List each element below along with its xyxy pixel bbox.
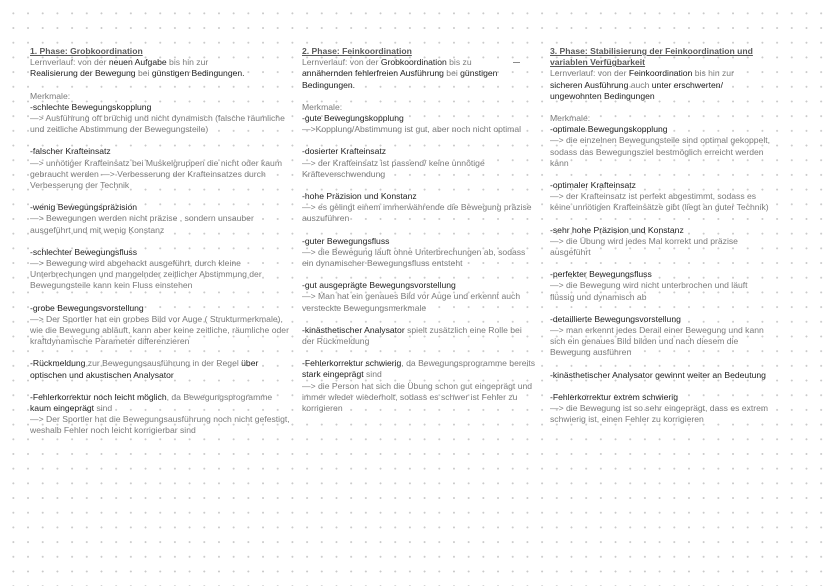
rueck-highlight: über optischen und akustischen Analysator [30,358,259,380]
fehler-text: sind [94,403,113,414]
item-body: —> man erkennt jedes Derail einer Bewegung und kann sich ein genaues Bild bilden und nach diesem die Bewegung ausführen [550,325,764,358]
item-body: —> Bewegung wird abgehackt ausgeführt, durch kleine Unterbrechungen und mangelnder zeitlicher Abstimmung der Bewegungsteile kann kein Fluss einstehen [30,258,262,291]
item-head: -perfekter Bewegungsfluss [550,269,652,280]
item-head: -falscher Krafteinsatz [30,146,111,157]
intro-text: auch [628,79,652,90]
item-body: —> es gelingt einem immerwährende die Bewegung präzise auszuführen [302,202,532,224]
item-body: —> Ausführung oft brüchig und nicht dynamisch (falsche räumliche und zeitliche Abstimmung der Bewegungsteile) [30,113,285,135]
item-body: —> Bewegungen werden nicht präzise , sondern unsauber ausgeführt und mit wenig Konstanz [30,213,254,235]
item-body: —> Man hat ein genaues Bild vor Auge und erkennt auch versteckte Bewegungsmerkmale [302,291,521,313]
intro-highlight: Feinkoordination [628,68,693,79]
intro-highlight: unter erschwerten/ ungewohnten Bedingungen [550,79,723,101]
intro-text: . [242,68,245,79]
intro-highlight: günstigen Bedingungen. [302,68,498,90]
fehler-text: , da Bewegungsprogramme bereits [401,358,536,369]
item-body: —> unnötiger Krafteinsatz bei Muskelgruppen die nicht oder kaum gebraucht werden —> Verbesserung der Krafteinsatzes durch Verbesserung der Technik [30,157,282,191]
phase-3-intro [550,68,772,102]
fehler-body: —> die Bewegung ist so sehr eingeprägt, dass es extrem schwierig ist, einen Fehler zu korrigieren [550,403,769,425]
merkmale-label: Merkmale: [302,101,343,112]
phase-3-title: 3. Phase: Stabilisierung der Feinkoordination und variablen Verfügbarkeit [550,46,753,68]
intro-highlight: günstigen Bedingungen [151,68,243,79]
item-head: -schlechte Bewegungskopplung [30,101,152,112]
item-body: —> der Krafteinsatz ist perfekt abgestimmt, sodass es keine unnötigen Krafteinsätze gibt (liegt an guter Technik) [550,191,769,213]
item-head: -optimale Bewegungskopplung [550,124,668,135]
intro-highlight: Realisierung der Bewegung [30,68,136,79]
phase-2-title: 2. Phase: Feinkoordination [302,46,412,56]
item-head: -sehr hohe Präzision und Konstanz [550,224,684,235]
fehler-highlight: kaum eingeprägt [30,403,95,414]
item-body: —>Kopplung/Abstimmung ist gut, aber noch nicht optimal [302,124,522,135]
merkmale-label: Merkmale: [30,90,71,101]
item-head: -grobe Bewegungsvorstellung [30,302,144,313]
intro-text: Lernverlauf: von der [30,57,109,68]
item-body: —> die Bewegung läuft ohne Unterbrechungen ab, sodass ein dynamischer Bewegungsfluss entsteht [302,246,526,269]
column-phase-2 [302,46,536,414]
item-head: -dosierter Krafteinsatz [302,146,387,157]
item-head: -hohe Präzision und Konstanz [302,191,417,202]
item-body: —> die Übung wird jedes Mal korrekt und präzise ausgeführt [550,235,738,258]
fehler-head: -Fehlerkorrektur extrem schwierig [550,391,678,402]
fehler-highlight: stark eingeprägt [302,369,364,380]
rueck-head: -Rückmeldung [30,358,86,369]
merkmale-label: Merkmale: [550,113,591,124]
intro-text: bei [135,68,152,79]
intro-highlight: sicheren Ausführung [550,79,629,90]
item-head: -gut ausgeprägte Bewegungsvorstellung [302,280,456,291]
item-head: -gute Bewegungskopplung [302,113,404,124]
phase-2-intro [302,57,536,91]
item-head: -detaillierte Bewegungsvorstellung [550,313,681,324]
kinaesthetisch [302,325,536,347]
intro-text: bis zu [446,57,472,68]
fehler-text: , da Bewegungsprogramme [166,391,273,402]
rueckmeldung [30,358,292,380]
item-body: —> die einzelnen Bewegungsteile sind optimal gekoppelt, sodass das Bewegungsziel bestmöglich erreicht werden kann [550,135,771,168]
column-phase-1 [30,46,292,437]
intro-text: Lernverlauf: von der [302,57,381,68]
intro-text: bei [443,68,461,79]
item-head: -optimaler Krafteinsatz [550,180,636,191]
item-body: —> Der Sportler hat ein grobes Bild vor Auge ( Strukturmerkmale), wie die Bewegung abläuft, kann aber keine zeitliche, räumliche oder kraftdynamische Parameter differenzieren [30,313,289,347]
intro-text: bis hin zur [692,68,734,79]
fehler-text: sind [363,369,382,380]
kin-head: -kinästhetischer Analysator [302,324,405,335]
item-body: —> der Krafteinsatz ist passend/ keine unnötige Kräfteverschwendung [302,157,485,179]
item-head: -guter Bewegungsfluss [302,235,390,246]
item-head: -wenig Bewegungspräzision [30,202,138,213]
intro-text: Lernverlauf: von der [550,68,629,79]
kin-text: spielt zusätzlich eine Rolle bei der Rückmeldung [302,324,522,347]
fehler-body: —> Der Sportler hat die Bewegungsausführung noch nicht gefestigt, weshalb Fehler noch leicht korrigierbar sind [30,414,290,436]
intro-highlight: annähernden fehlerfreien Ausführung [302,68,444,79]
fehler-head: -Fehlerkorrektur schwierig [302,358,402,369]
phase-1-intro [30,57,292,79]
rueck-text: zur Bewegungsausführung in der Regel [85,358,242,369]
intro-text: bis hin zur [166,57,209,68]
intro-highlight: neuen Aufgabe [108,57,167,68]
fehler-body: —> die Person hat sich die Übung schon gut eingeprägt und immer wieder wiederholt, sodass es schwer ist Fehler zu korrigieren [302,380,533,414]
fehler-head: -Fehlerkorrektur noch leicht möglich [30,391,167,402]
fehlerkorrektur [30,392,292,414]
kinaesthetisch: -kinästhetischer Analysator gewinnt weiter an Bedeutung [550,369,766,380]
fehlerkorrektur [302,358,536,380]
intro-highlight: Grobkoordination [380,57,447,68]
column-phase-3 [550,46,772,425]
item-body: —> die Bewegung wird nicht unterbrochen und läuft flüssig und dynamisch ab [550,280,748,302]
phase-1-title: 1. Phase: Grobkoordination [30,46,143,56]
item-head: -schlechter Bewegungsfluss [30,246,137,257]
